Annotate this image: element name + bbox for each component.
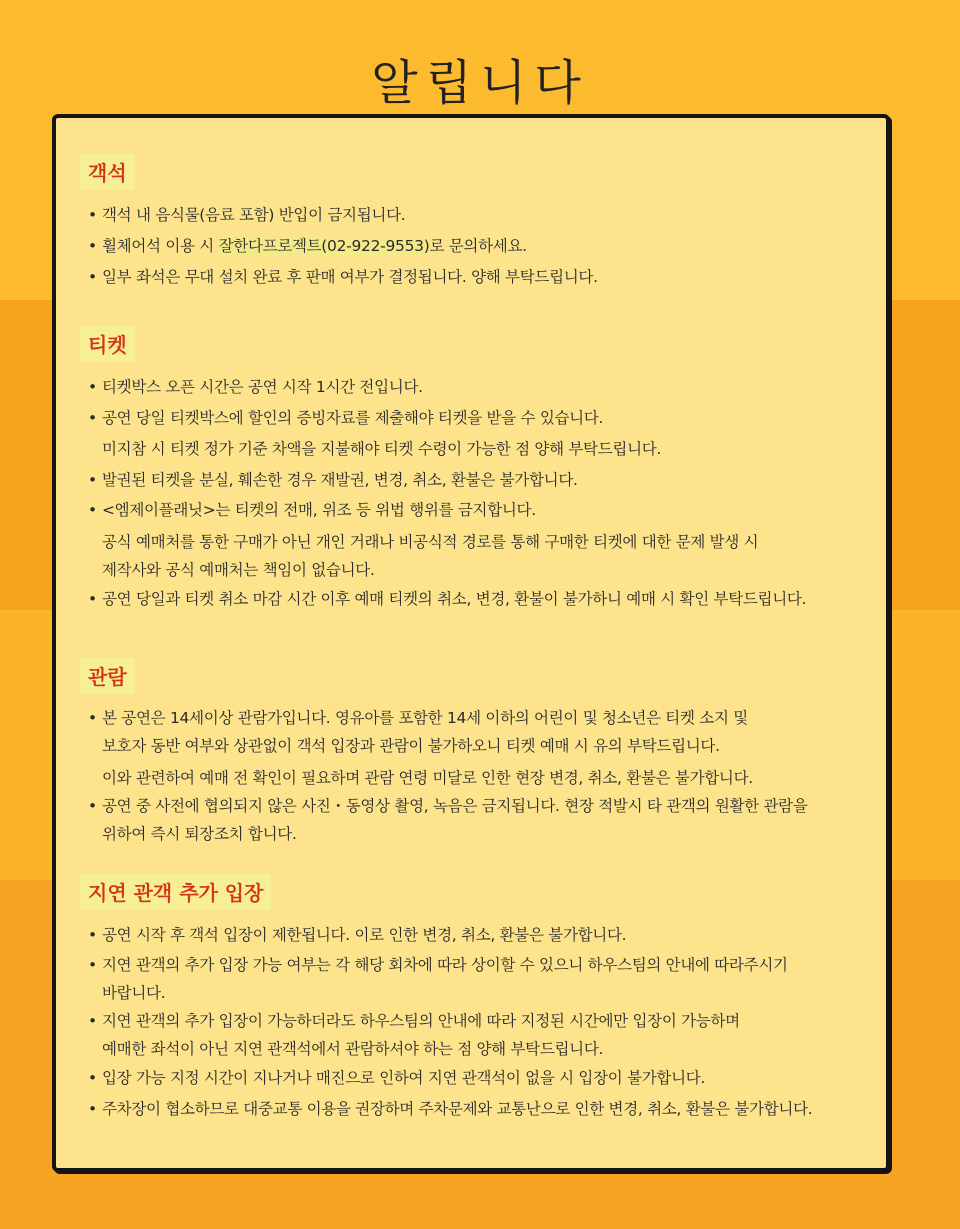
section-late-entry [76,874,876,1125]
section-seating [76,154,876,293]
page-title: 알립니다 [371,55,589,111]
list-item: • 일부 좌석은 무대 설치 완료 후 판매 여부가 결정됩니다. 양해 부탁드립니다. [88,268,598,286]
list-item: • 공연 당일과 티켓 취소 마감 시간 이후 예매 티켓의 취소, 변경, 환불이 불가하니 예매 시 확인 부탁드립니다. [88,590,807,608]
section-heading: 티켓 [80,326,135,362]
section-heading: 객석 [80,154,135,190]
section-viewing [76,658,876,848]
list-item: • 지연 관객의 추가 입장 가능 여부는 각 해당 회차에 따라 상이할 수 있으니 하우스팀의 안내에 따라주시기 바랍니다. [88,956,788,1002]
list-item: • 객석 내 음식물(음료 포함) 반입이 금지됩니다. [88,206,406,224]
list-item: • 발권된 티켓을 분실, 훼손한 경우 재발권, 변경, 취소, 환불은 불가합니다. [88,471,578,489]
contact-highlight: 잘한다프로젝트(02-922-9553) [218,237,430,255]
list-item: • 공연 당일 티켓박스에 할인의 증빙자료를 제출해야 티켓을 받을 수 있습니다. 미지참 시 티켓 정가 기준 차액을 지불해야 티켓 수령이 가능한 점 양해 부탁드립니다. [88,409,662,458]
list-item: • 주차장이 협소하므로 대중교통 이용을 권장하며 주차문제와 교통난으로 인한 변경, 취소, 환불은 불가합니다. [88,1100,813,1118]
section-heading: 관람 [80,658,135,694]
section-ticket [76,326,876,615]
list-item: • 입장 가능 지정 시간이 지나거나 매진으로 인하여 지연 관객석이 없을 시 입장이 불가합니다. [88,1069,706,1087]
section-heading: 지연 관객 추가 입장 [80,874,271,910]
list-item: • 공연 중 사전에 협의되지 않은 사진・동영상 촬영, 녹음은 금지됩니다. 현장 적발시 타 관객의 원활한 관람을 위하여 즉시 퇴장조치 합니다. [88,797,808,843]
list-item: • 지연 관객의 추가 입장이 가능하더라도 하우스팀의 안내에 따라 지정된 시간에만 입장이 가능하며 예매한 좌석이 아닌 지연 관객석에서 관람하셔야 하는 점 양해 부탁드립니다. [88,1012,740,1058]
list-item: • 공연 시작 후 객석 입장이 제한됩니다. 이로 인한 변경, 취소, 환불은 불가합니다. [88,926,627,944]
list-item: • 본 공연은 14세이상 관람가입니다. 영유아를 포함한 14세 이하의 어린이 및 청소년은 티켓 소지 및 보호자 동반 여부와 상관없이 객석 입장과 관람이 불가하오니 티켓 예매 시 유의 부탁드립니다. 이와 관련하여 예매 전 확인이 필요하며 관람 연령 미달로 인한 현장 변경, 취소, 환불은 불가합니다. [88,709,753,787]
notice-panel [52,114,890,1172]
list-item: • <엠제이플래닛>는 티켓의 전매, 위조 등 위법 행위를 금지합니다. 공식 예매처를 통한 구매가 아닌 개인 거래나 비공식적 경로를 통해 구매한 티켓에 대한 문제 발생 시 제작사와 공식 예매처는 책임이 없습니다. [88,501,759,579]
list-item: • 휠체어석 이용 시 잘한다프로젝트(02-922-9553)로 문의하세요. [88,237,527,255]
list-item: • 티켓박스 오픈 시간은 공연 시작 1시간 전입니다. [88,378,423,396]
